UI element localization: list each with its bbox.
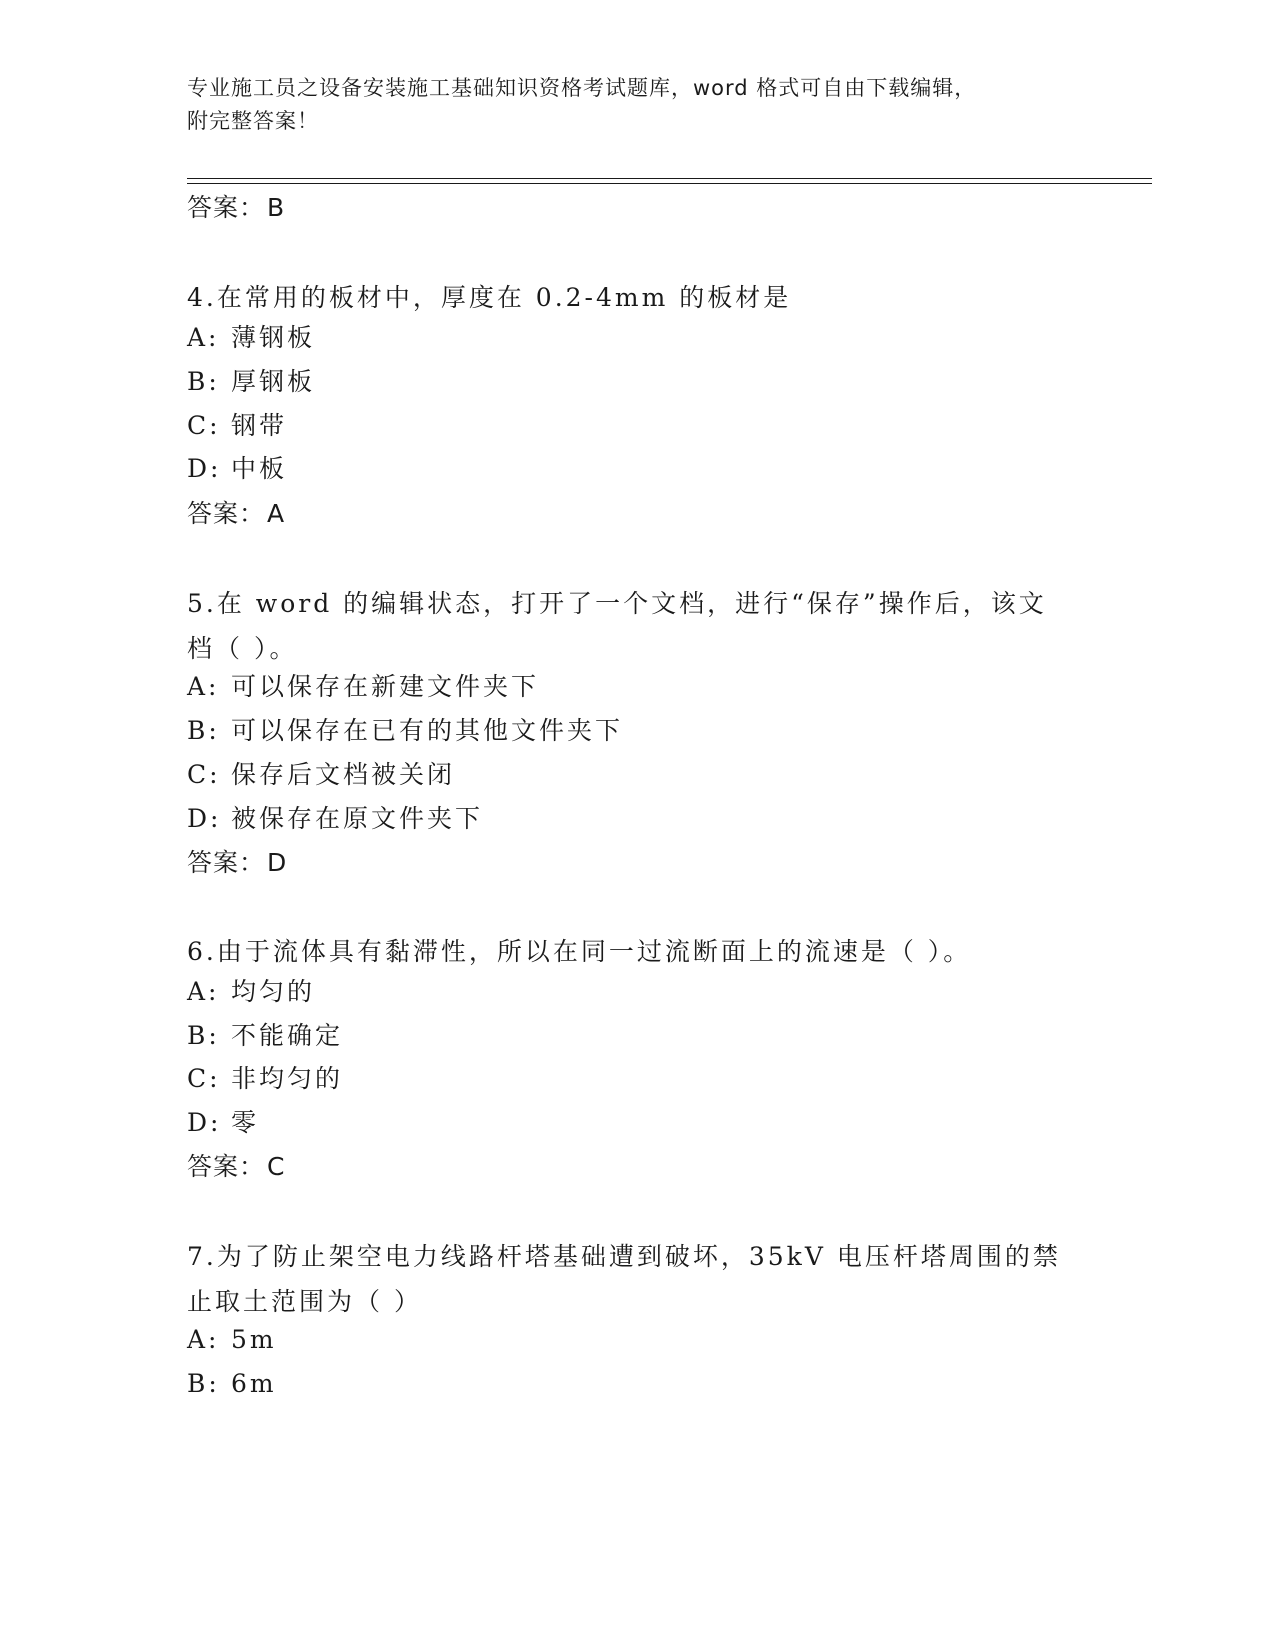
option-label: D: bbox=[187, 454, 222, 483]
option-text: 非均匀的 bbox=[231, 1064, 344, 1093]
answer-label: 答案： bbox=[187, 1152, 266, 1181]
question-4-option-c bbox=[187, 409, 287, 443]
question-line: 4.在常用的板材中，厚度在 0.2-4mm 的板材是 bbox=[187, 283, 792, 312]
header-line-2: 附完整答案！ bbox=[187, 109, 319, 133]
answer-label: 答案： bbox=[187, 193, 266, 222]
question-5-option-a bbox=[187, 670, 539, 704]
option-label: A: bbox=[187, 672, 220, 701]
header-divider-bottom bbox=[187, 183, 1152, 184]
option-text: 可以保存在新建文件夹下 bbox=[231, 672, 540, 701]
option-text: 钢带 bbox=[231, 411, 288, 440]
question-5-answer bbox=[187, 846, 287, 880]
answer-prev bbox=[187, 191, 285, 225]
option-text: 被保存在原文件夹下 bbox=[231, 804, 484, 833]
question-line: 7.为了防止架空电力线路杆塔基础遭到破坏，35kV 电压杆塔周围的禁 bbox=[187, 1242, 1061, 1271]
answer-value: C bbox=[267, 1152, 286, 1181]
question-5-option-d bbox=[187, 802, 483, 836]
option-label: C: bbox=[187, 760, 221, 789]
answer-value: A bbox=[267, 499, 286, 528]
option-text: 不能确定 bbox=[231, 1021, 344, 1050]
option-label: D: bbox=[187, 804, 222, 833]
answer-label: 答案： bbox=[187, 848, 266, 877]
question-4-text bbox=[187, 275, 1087, 320]
header-divider-top bbox=[187, 178, 1152, 179]
answer-value: B bbox=[267, 193, 286, 222]
option-label: D: bbox=[187, 1108, 222, 1137]
option-label: A: bbox=[187, 1325, 220, 1354]
option-text: 中板 bbox=[231, 454, 288, 483]
question-4-option-d bbox=[187, 452, 287, 486]
question-5-text bbox=[187, 581, 1087, 671]
question-5-option-b bbox=[187, 714, 623, 748]
option-label: B: bbox=[187, 1369, 220, 1398]
option-label: C: bbox=[187, 1064, 221, 1093]
document-header bbox=[187, 72, 1067, 138]
option-label: A: bbox=[187, 323, 220, 352]
question-4-option-a bbox=[187, 321, 315, 355]
question-line: 档（ ）。 bbox=[187, 634, 298, 663]
option-label: A: bbox=[187, 977, 220, 1006]
option-text: 6m bbox=[231, 1369, 277, 1398]
option-text: 可以保存在已有的其他文件夹下 bbox=[231, 716, 624, 745]
question-line: 止取土范围为（ ） bbox=[187, 1287, 422, 1316]
question-line: 6.由于流体具有黏滞性，所以在同一过流断面上的流速是（ ）。 bbox=[187, 937, 972, 966]
option-label: C: bbox=[187, 411, 221, 440]
option-text: 零 bbox=[231, 1108, 260, 1137]
question-6-answer bbox=[187, 1150, 285, 1184]
option-text: 均匀的 bbox=[231, 977, 316, 1006]
header-line-1: 专业施工员之设备安装施工基础知识资格考试题库，word 格式可自由下载编辑， bbox=[187, 76, 977, 100]
question-6-option-b bbox=[187, 1019, 343, 1053]
question-4-option-b bbox=[187, 365, 315, 399]
option-label: B: bbox=[187, 716, 220, 745]
question-6-option-c bbox=[187, 1062, 343, 1096]
option-label: B: bbox=[187, 367, 220, 396]
option-text: 5m bbox=[231, 1325, 277, 1354]
question-7-text bbox=[187, 1234, 1087, 1324]
option-text: 厚钢板 bbox=[231, 367, 316, 396]
question-4-answer bbox=[187, 497, 285, 531]
option-text: 薄钢板 bbox=[231, 323, 316, 352]
question-7-option-b bbox=[187, 1367, 277, 1401]
question-7-option-a bbox=[187, 1323, 277, 1357]
question-line: 5.在 word 的编辑状态，打开了一个文档，进行“保存”操作后，该文 bbox=[187, 589, 1047, 618]
question-6-option-a bbox=[187, 975, 315, 1009]
question-5-option-c bbox=[187, 758, 455, 792]
option-label: B: bbox=[187, 1021, 220, 1050]
question-6-option-d bbox=[187, 1106, 259, 1140]
answer-label: 答案： bbox=[187, 499, 266, 528]
option-text: 保存后文档被关闭 bbox=[231, 760, 456, 789]
question-6-text bbox=[187, 929, 1087, 974]
answer-value: D bbox=[267, 848, 288, 877]
